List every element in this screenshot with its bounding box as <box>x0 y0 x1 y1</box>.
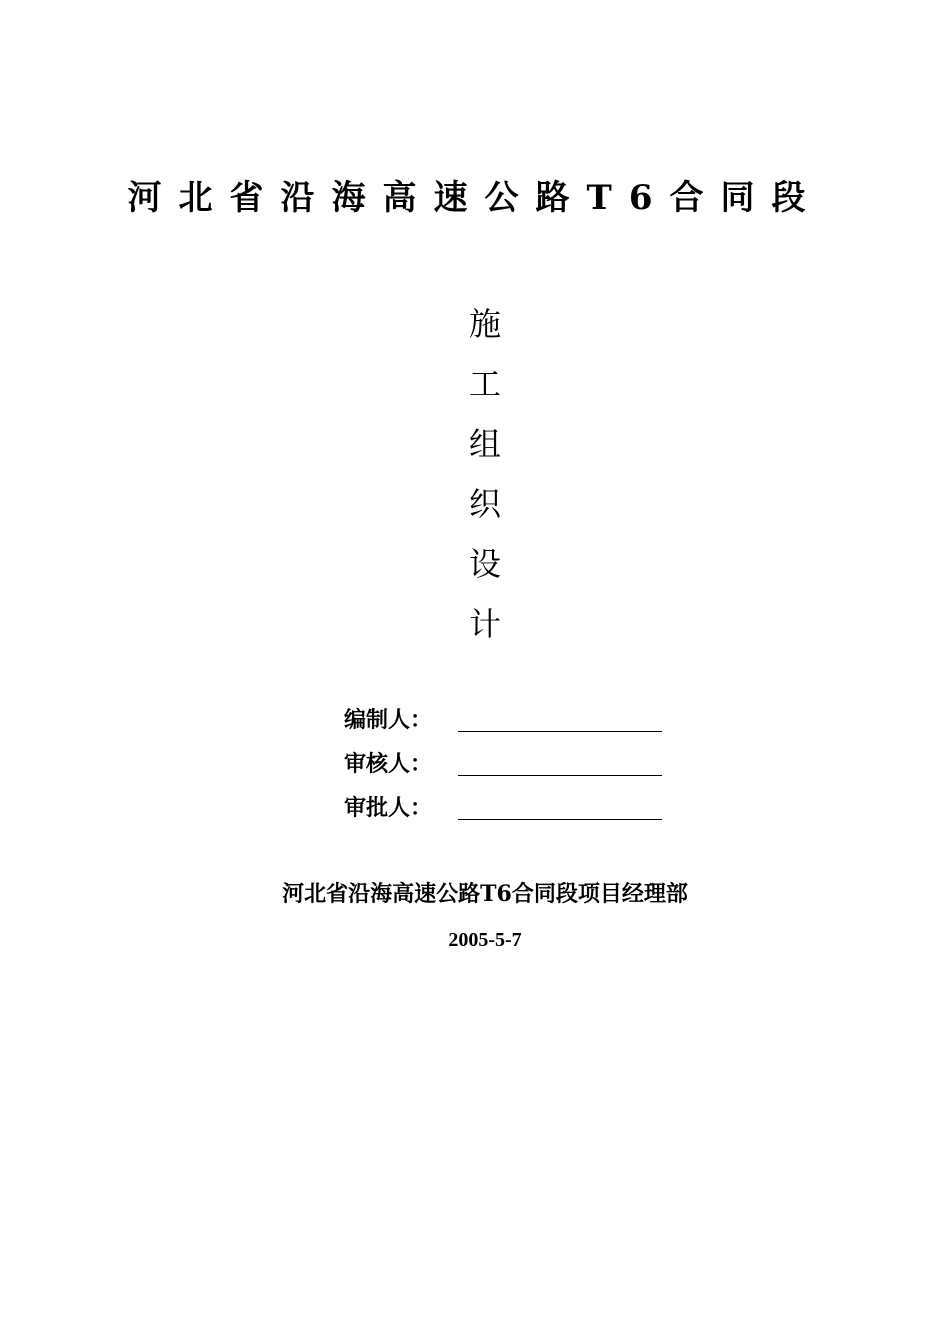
organization-name: 河北省沿海高速公路T6合同段项目经理部 <box>282 881 688 907</box>
subtitle-char: 计 <box>468 605 501 643</box>
signature-row-reviewer <box>344 742 662 786</box>
subtitle-char: 织 <box>468 485 501 523</box>
signature-label: 审批人： <box>344 795 433 821</box>
signature-row-compiler <box>344 698 662 742</box>
subtitle-char: 施 <box>468 305 501 343</box>
signature-label: 审核人： <box>344 751 433 777</box>
signature-row-approver <box>344 786 662 830</box>
signature-line <box>458 731 662 732</box>
signature-label: 编制人： <box>344 707 433 733</box>
signature-line <box>458 819 662 820</box>
document-date: 2005-5-7 <box>448 929 522 951</box>
signature-block <box>344 698 662 830</box>
subtitle-char: 设 <box>468 545 501 583</box>
document-title: 河北省沿海高速公路T6合同段 <box>127 178 823 218</box>
subtitle-char: 工 <box>468 365 501 403</box>
signature-line <box>458 775 662 776</box>
subtitle-char: 组 <box>468 425 501 463</box>
vertical-subtitle <box>0 294 950 654</box>
